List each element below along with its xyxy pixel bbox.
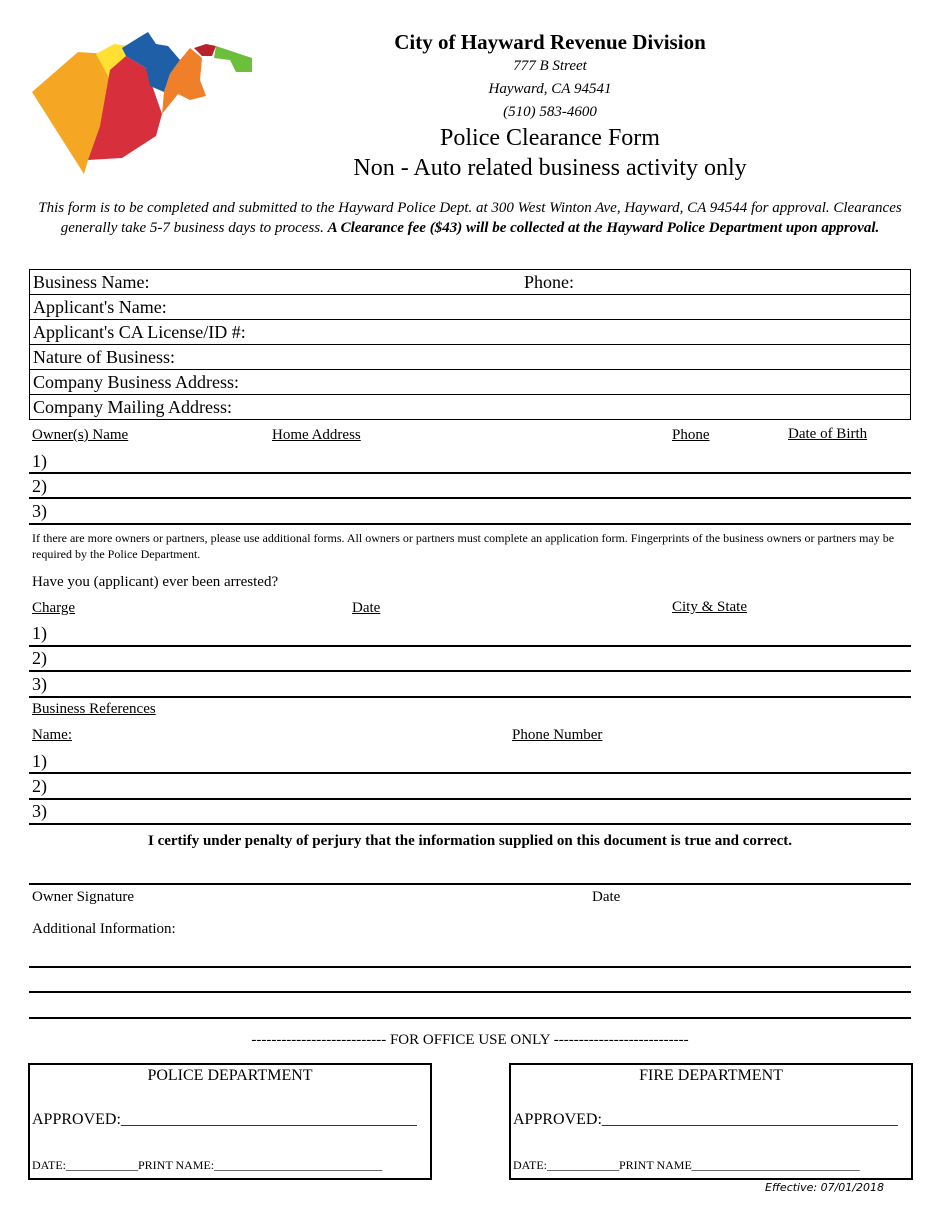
intro-fee-text: A Clearance fee ($43) will be collected at the Hayward Police Department upon approval.: [327, 220, 880, 236]
logo-region-green: [214, 46, 252, 72]
reference-phone-header: Phone Number: [512, 727, 603, 743]
address-street: 777 B Street: [513, 58, 587, 74]
home-address-header: Home Address: [272, 427, 361, 443]
address-phone: (510) 583-4600: [503, 104, 597, 120]
owner-row-line: [29, 497, 911, 499]
reference-row-line: [29, 798, 911, 800]
additional-info-line[interactable]: [29, 1017, 911, 1019]
city-map-logo: [30, 30, 260, 180]
nature-of-business-label: Nature of Business:: [33, 347, 175, 367]
arrest-row-line: [29, 645, 911, 647]
arrest-date-header: Date: [352, 600, 381, 616]
owner-name-header: Owner(s) Name: [32, 427, 129, 443]
owner-row-1[interactable]: 1): [32, 451, 47, 471]
business-address-row[interactable]: [29, 369, 911, 394]
business-name-row[interactable]: [29, 269, 911, 294]
mailing-address-row[interactable]: [29, 394, 911, 420]
fire-department-title: FIRE DEPARTMENT: [639, 1067, 783, 1084]
owner-row-3[interactable]: 3): [32, 501, 47, 521]
arrest-row-line: [29, 670, 911, 672]
org-title: City of Hayward Revenue Division: [394, 30, 706, 54]
mailing-address-label: Company Mailing Address:: [33, 397, 232, 417]
arrest-row-line: [29, 696, 911, 698]
certification-statement: I certify under penalty of perjury that the information supplied on this document is true and correct.: [147, 833, 792, 849]
form-title: Police Clearance Form: [440, 125, 660, 151]
signature-date-label: Date: [592, 889, 621, 905]
additional-info-line[interactable]: [29, 991, 911, 993]
reference-row-1[interactable]: 1): [32, 751, 47, 771]
reference-name-header: Name:: [32, 727, 72, 743]
reference-row-3[interactable]: 3): [32, 801, 47, 821]
applicant-name-label: Applicant's Name:: [33, 297, 167, 317]
police-department-box: [28, 1063, 432, 1180]
city-state-header: City & State: [672, 599, 747, 615]
arrest-row-3[interactable]: 3): [32, 674, 47, 694]
office-use-divider: --------------------------- FOR OFFICE USE ONLY ---------------------------: [251, 1032, 689, 1048]
fire-date-print-field[interactable]: DATE:____________PRINT NAME____________________________: [513, 1158, 860, 1172]
fire-department-box: [509, 1063, 913, 1180]
owner-row-line: [29, 472, 911, 474]
nature-of-business-row[interactable]: [29, 344, 911, 369]
owner-row-line: [29, 523, 911, 525]
applicant-license-row[interactable]: [29, 319, 911, 344]
effective-date: Effective: 07/01/2018: [765, 1181, 884, 1194]
arrest-row-1[interactable]: 1): [32, 623, 47, 643]
owner-phone-header: Phone: [672, 427, 710, 443]
charge-header: Charge: [32, 600, 76, 616]
phone-label: Phone:: [524, 272, 575, 292]
business-name-label: Business Name:: [33, 272, 150, 292]
intro-instructions: [28, 198, 912, 238]
address-city: Hayward, CA 94541: [488, 81, 612, 97]
police-date-print-field[interactable]: DATE:____________PRINT NAME:____________________________: [32, 1158, 383, 1172]
reference-row-line: [29, 823, 911, 825]
owners-note: If there are more owners or partners, please use additional forms. All owners or partners must complete an application form. Fingerprints of the business owners or partners may be required by the Police Department.: [32, 531, 895, 561]
additional-info-line[interactable]: [29, 966, 911, 968]
applicant-license-label: Applicant's CA License/ID #:: [33, 322, 246, 342]
signature-line[interactable]: [29, 883, 911, 885]
owner-signature-label: Owner Signature: [32, 889, 135, 905]
reference-row-line: [29, 772, 911, 774]
arrest-row-2[interactable]: 2): [32, 648, 47, 668]
owner-row-2[interactable]: 2): [32, 476, 47, 496]
form-subtitle: Non - Auto related business activity only: [353, 155, 747, 181]
police-approved-field[interactable]: APPROVED:_____________________________________: [32, 1111, 417, 1128]
intro-text: This form is to be completed and submitted to the Hayward Police Dept. at 300 West Winton Ave, Hayward, CA 94544 for approval. Clearances generally take 5-7 business days to process.: [38, 200, 902, 236]
police-department-title: POLICE DEPARTMENT: [147, 1067, 313, 1084]
additional-info-label: Additional Information:: [32, 921, 176, 937]
applicant-name-row[interactable]: [29, 294, 911, 319]
business-address-label: Company Business Address:: [33, 372, 240, 392]
date-of-birth-header: Date of Birth: [788, 426, 868, 442]
reference-row-2[interactable]: 2): [32, 776, 47, 796]
business-references-title: Business References: [32, 701, 156, 717]
fire-approved-field[interactable]: APPROVED:_____________________________________: [513, 1111, 898, 1128]
arrest-question: Have you (applicant) ever been arrested?: [32, 574, 279, 590]
